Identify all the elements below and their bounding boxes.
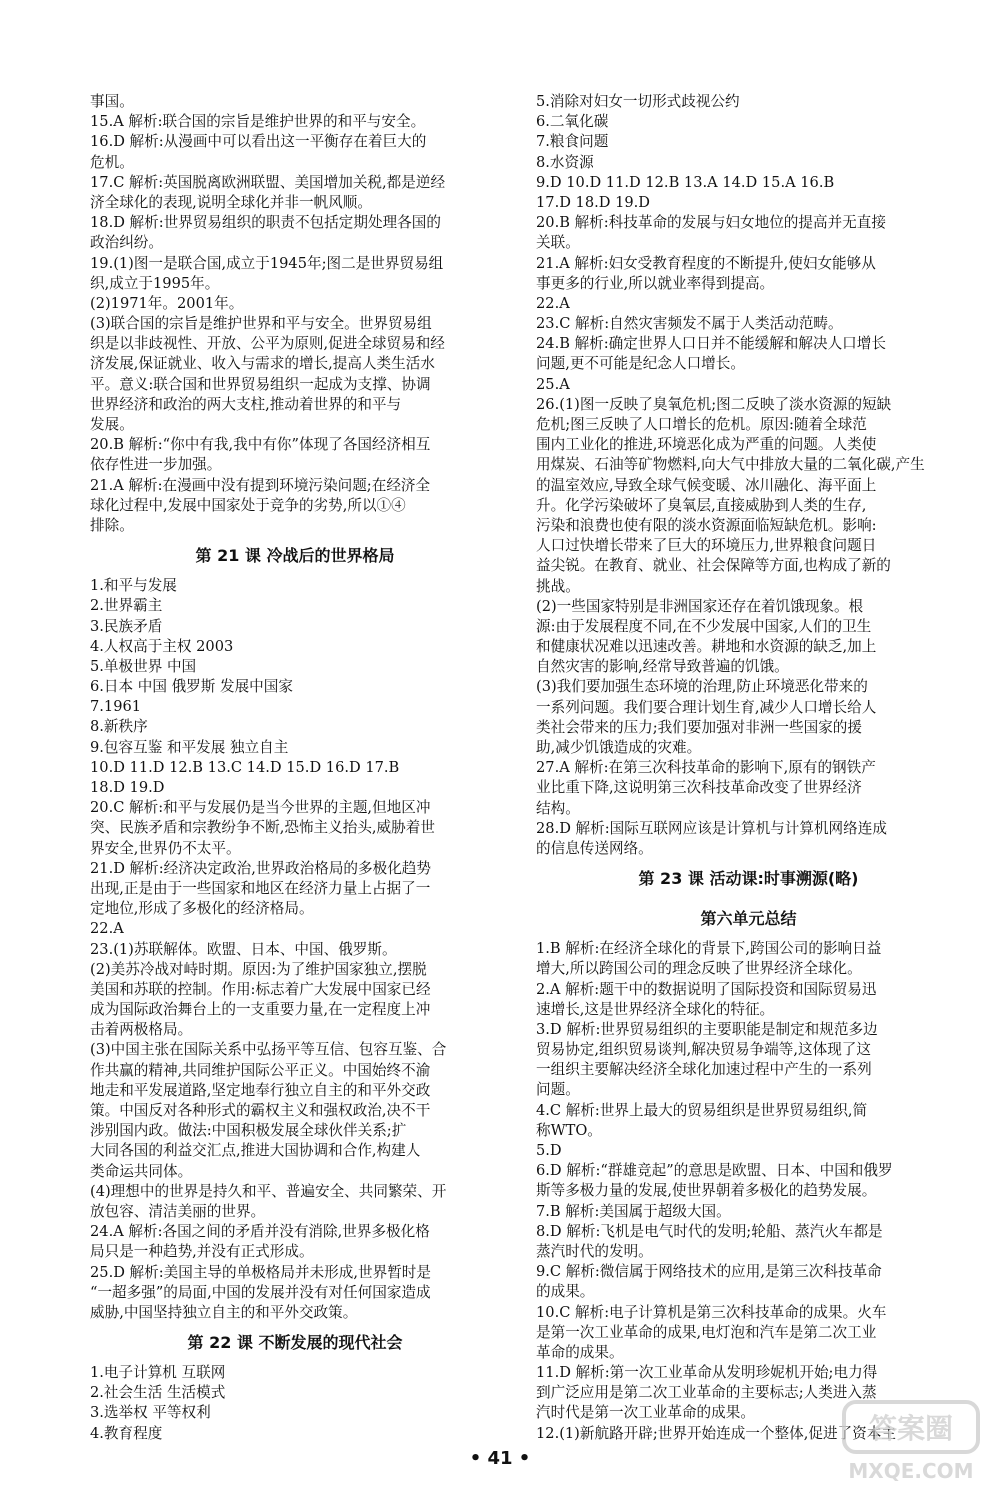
answer-line: (3)中国主张在国际关系中弘扬平等互信、包容互鉴、合: [90, 1041, 447, 1059]
answer-line: 危机;图三反映了人口增长的危机。原因:随着全球范: [536, 416, 867, 433]
answer-line: 27.A 解析:在第三次科技革命的影响下,原有的钢铁产: [536, 759, 876, 777]
answer-line: 作共赢的精神,共同维护国际公平正义。中国始终不渝: [90, 1061, 431, 1079]
answer-line: 危机。: [90, 153, 134, 171]
answer-line: 速增长,这是世界经济全球化的特征。: [536, 1000, 775, 1018]
answer-line: 26.(1)图一反映了臭氧危机;图二反映了淡水资源的短缺: [536, 395, 892, 413]
answer-line: 10.D 11.D 12.B 13.C 14.D 15.D 16.D 17.B: [90, 758, 400, 776]
answer-line: 22.A: [90, 920, 124, 938]
answer-line: 8.水资源: [536, 153, 594, 171]
answer-line: 界安全,世界仍不太平。: [90, 839, 241, 857]
answer-line: 用煤炭、石油等矿物燃料,向大气中排放大量的二氧化碳,产生: [536, 456, 925, 474]
answer-line: 排除。: [90, 516, 134, 534]
answer-line: 17.D 18.D 19.D: [536, 193, 651, 211]
answer-line: 发展。: [90, 416, 134, 433]
answer-line: 升。化学污染破坏了臭氧层,直接威胁到人类的生存,: [536, 496, 867, 514]
answer-line: 23.(1)苏联解体。欧盟、日本、中国、俄罗斯。: [90, 940, 397, 958]
answer-line: 类社会带来的压力;我们要加强对非洲一些国家的援: [536, 718, 862, 736]
answer-line: 问题,更不可能是纪念人口增长。: [536, 355, 745, 373]
answer-line: 策。中国反对各种形式的霸权主义和强权政治,决不干: [90, 1102, 431, 1119]
answer-line: 济全球化的表现,说明全球化并非一帆风顺。: [90, 193, 372, 211]
answer-line: 世界经济和政治的两大支柱,推动着世界的和平与: [90, 395, 402, 413]
answer-line: 助,减少饥饿造成的灾难。: [536, 739, 702, 756]
answer-line: 局只是一种趋势,并没有正式形成。: [90, 1243, 314, 1261]
answer-line: 美国和苏联的控制。作用:标志着广大发展中国家已经: [90, 980, 431, 998]
answer-line: 是第一次工业革命的成果,电灯泡和汽车是第二次工业: [536, 1323, 877, 1341]
answer-line: (2)1971年。2001年。: [90, 294, 244, 312]
answer-line: (2)一些国家特别是非洲国家还存在着饥饿现象。根: [536, 597, 864, 615]
answer-line: 污染和浪费也使有限的淡水资源面临短缺危机。影响:: [536, 516, 877, 534]
answer-line: 自然灾害的影响,经常导致普遍的饥饿。: [536, 658, 789, 676]
answer-line: 织,成立于1995年。: [90, 274, 220, 292]
answer-line: 益尖锐。在教育、就业、社会保障等方面,也构成了新的: [536, 557, 891, 575]
answer-line: 地走和平发展道路,坚定地奉行独立自主的和平外交政: [90, 1081, 431, 1099]
answer-line: 革命的成果。: [536, 1343, 624, 1361]
answer-line: 6.二氧化碳: [536, 113, 609, 131]
answer-line: 5.单极世界 中国: [90, 657, 197, 675]
answer-line: 22.A: [536, 294, 570, 312]
answer-line: 增大,所以跨国公司的理念反映了世界经济全球化。: [536, 960, 862, 978]
answer-line: 政治纠纷。: [90, 234, 163, 252]
right-column: [536, 92, 961, 1444]
answer-line: 20.B 解析:“你中有我,我中有你”体现了各国经济相互: [90, 436, 431, 454]
answer-line: 8.新秩序: [90, 718, 148, 736]
answer-line: 6.D 解析:“群雄竞起”的意思是欧盟、日本、中国和俄罗: [536, 1162, 893, 1180]
answer-line: 4.人权高于主权 2003: [90, 637, 234, 655]
answer-line: 1.B 解析:在经济全球化的背景下,跨国公司的影响日益: [536, 940, 882, 958]
answer-line: 称WTO。: [536, 1121, 602, 1139]
answer-line: 4.教育程度: [90, 1424, 163, 1442]
answer-line: 的温室效应,导致全球气候变暖、冰川融化、海平面上: [536, 476, 877, 494]
answer-line: 12.(1)新航路开辟;世界开始连成一个整体,促进了资本主: [536, 1424, 896, 1442]
answer-line: 7.1961: [90, 698, 142, 716]
answer-line: 织是以非歧视性、开放、公平为原则,促进全球贸易和经: [90, 335, 445, 353]
answer-line: 21.D 解析:经济决定政治,世界政治格局的多极化趋势: [90, 859, 431, 877]
answer-line: 球化过程中,发展中国家处于竞争的劣势,所以①④: [90, 496, 406, 514]
answer-line: 击着两极格局。: [90, 1021, 193, 1039]
answer-line: 28.D 解析:国际互联网应该是计算机与计算机网络连成: [536, 819, 887, 837]
answer-line: 8.D 解析:飞机是电气时代的发明;轮船、蒸汽火车都是: [536, 1222, 883, 1240]
answer-line: 5.D: [536, 1142, 562, 1159]
answer-line: “一超多强”的局面,中国的发展并没有对任何国家造成: [90, 1283, 431, 1301]
answer-line: 类命运共同体。: [90, 1162, 193, 1180]
answer-line: 定地位,形成了多极化的经济格局。: [90, 900, 314, 918]
answer-line: 2.A 解析:题干中的数据说明了国际投资和国际贸易迅: [536, 980, 877, 998]
answer-line: 25.A: [536, 375, 570, 393]
answer-line: 一组织主要解决经济全球化加速过程中产生的一系列: [536, 1061, 872, 1079]
answer-line: (3)联合国的宗旨是维护世界和平与安全。世界贸易组: [90, 315, 432, 333]
answer-line: 业比重下降,这说明第三次科技革命改变了世界经济: [536, 779, 862, 797]
section-heading: 第六单元总结: [700, 909, 797, 929]
answer-line: 2.世界霸主: [90, 597, 163, 615]
answer-line: 平。意义:联合国和世界贸易组织一起成为支撑、协调: [90, 375, 431, 393]
answer-line: 的成果。: [536, 1283, 595, 1301]
answer-line: 2.社会生活 生活模式: [90, 1384, 226, 1402]
answer-line: 19.(1)图一是联合国,成立于1945年;图二是世界贸易组: [90, 254, 444, 272]
watermark-logo: [836, 1396, 986, 1486]
answer-line: 汽时代是第一次工业革命的成果。: [536, 1404, 755, 1422]
answer-line: 21.A 解析:在漫画中没有提到环境污染问题;在经济全: [90, 476, 431, 494]
answer-line: 关联。: [536, 234, 580, 252]
answer-line: 5.消除对妇女一切形式歧视公约: [536, 93, 740, 110]
answer-line: 大同各国的利益交汇点,推进大国协调和合作,构建人: [90, 1142, 421, 1160]
answer-line: 问题。: [536, 1081, 580, 1099]
answer-line: 和健康状况难以迅速改善。耕地和水资源的缺乏,加上: [536, 638, 877, 656]
answer-line: 成为国际政治舞台上的一支重要力量,在一定程度上冲: [90, 1001, 431, 1019]
answer-line: 1.电子计算机 互联网: [90, 1364, 226, 1382]
answer-line: 突、民族矛盾和宗教纷争不断,恐怖主义抬头,威胁着世: [90, 819, 435, 837]
left-column: [90, 92, 500, 1444]
section-heading: 第 23 课 活动课:时事溯源(略): [638, 869, 859, 889]
answer-line: 依存性进一步加强。: [90, 456, 222, 474]
watermark-bottom-text: MXQE.COM: [848, 1459, 974, 1483]
answer-line: 威胁,中国坚持独立自主的和平外交政策。: [90, 1303, 358, 1321]
answer-line: 源:由于发展程度不同,在不少发展中国家,人们的卫生: [536, 617, 872, 635]
answer-line: 济发展,保证就业、收入与需求的增长,提高人类生活水: [90, 355, 435, 373]
section-heading: 第 21 课 冷战后的世界格局: [195, 546, 395, 566]
answer-line: 到广泛应用是第二次工业革命的主要标志;人类进入蒸: [536, 1384, 877, 1402]
answer-line: 结构。: [536, 799, 580, 817]
answer-line: 的信息传送网络。: [536, 839, 653, 857]
answer-line: 25.D 解析:美国主导的单极格局并未形成,世界暂时是: [90, 1263, 431, 1281]
answer-line: 11.D 解析:第一次工业革命从发明珍妮机开始;电力得: [536, 1364, 878, 1382]
answer-line: 3.选举权 平等权利: [90, 1404, 211, 1422]
answer-line: 3.民族矛盾: [90, 617, 163, 635]
answer-line: 1.和平与发展: [90, 577, 177, 595]
answer-line: 24.B 解析:确定世界人口日并不能缓解和解决人口增长: [536, 335, 886, 353]
answer-line: 21.A 解析:妇女受教育程度的不断提升,使妇女能够从: [536, 254, 876, 272]
answer-line: 20.C 解析:和平与发展仍是当今世界的主题,但地区冲: [90, 799, 431, 817]
answer-line: 18.D 解析:世界贸易组织的职责不包括定期处理各国的: [90, 214, 441, 232]
answer-line: 7.粮食问题: [536, 133, 609, 151]
answer-line: (3)我们要加强生态环境的治理,防止环境恶化带来的: [536, 678, 868, 696]
answer-line: 17.C 解析:英国脱离欧洲联盟、美国增加关税,都是逆经: [90, 173, 446, 191]
answer-line: 9.包容互鉴 和平发展 独立自主: [90, 738, 289, 756]
answer-line: 贸易协定,组织贸易谈判,解决贸易争端等,这体现了这: [536, 1041, 871, 1059]
answer-line: 7.B 解析:美国属于超级大国。: [536, 1202, 731, 1220]
answer-line: 放包容、清洁美丽的世界。: [90, 1202, 266, 1220]
answer-line: 24.A 解析:各国之间的矛盾并没有消除,世界多极化格: [90, 1223, 430, 1241]
answer-line: 18.D 19.D: [90, 779, 165, 796]
watermark-top-text: 答案圈: [868, 1412, 954, 1445]
answer-line: 16.D 解析:从漫画中可以看出这一平衡存在着巨大的: [90, 133, 427, 151]
answer-line: 9.D 10.D 11.D 12.B 13.A 14.D 15.A 16.B: [536, 173, 835, 191]
answer-line: 15.A 解析:联合国的宗旨是维护世界的和平与安全。: [90, 113, 426, 131]
answer-line: 3.D 解析:世界贸易组织的主要职能是制定和规范多边: [536, 1020, 878, 1038]
answer-line: 斯等多极力量的发展,使世界朝着多极化的趋势发展。: [536, 1182, 877, 1200]
answer-line: (4)理想中的世界是持久和平、普遍安全、共同繁荣、开: [90, 1182, 447, 1200]
answer-line: 围内工业化的推进,环境恶化成为严重的问题。人类使: [536, 436, 877, 454]
answer-line: 6.日本 中国 俄罗斯 发展中国家: [90, 678, 293, 696]
page-number: • 41 •: [469, 1448, 531, 1469]
answer-line: 23.C 解析:自然灾害频发不属于人类活动范畴。: [536, 315, 843, 333]
answer-line: 事国。: [90, 93, 134, 110]
answer-line: 4.C 解析:世界上最大的贸易组织是世界贸易组织,简: [536, 1101, 868, 1119]
section-heading: 第 22 课 不断发展的现代社会: [187, 1333, 403, 1353]
answer-line: 涉别国内政。做法:中国积极发展全球伙伴关系;扩: [90, 1122, 407, 1140]
answer-line: 人口过快增长带来了巨大的环境压力,世界粮食问题日: [536, 537, 877, 555]
answer-line: 10.C 解析:电子计算机是第三次科技革命的成果。火车: [536, 1303, 887, 1321]
answer-line: 一系列问题。我们要合理计划生育,减少人口增长给人: [536, 698, 877, 716]
answer-line: 挑战。: [536, 577, 580, 595]
answer-line: 出现,正是由于一些国家和地区在经济力量上占据了一: [90, 879, 431, 897]
answer-line: 蒸汽时代的发明。: [536, 1242, 653, 1260]
answer-line: 9.C 解析:微信属于网络技术的应用,是第三次科技革命: [536, 1263, 882, 1281]
answer-line: 事更多的行业,所以就业率得到提高。: [536, 274, 775, 292]
answer-line: (2)美苏冷战对峙时期。原因:为了维护国家独立,摆脱: [90, 960, 427, 978]
answer-line: 20.B 解析:科技革命的发展与妇女地位的提高并无直接: [536, 214, 886, 232]
